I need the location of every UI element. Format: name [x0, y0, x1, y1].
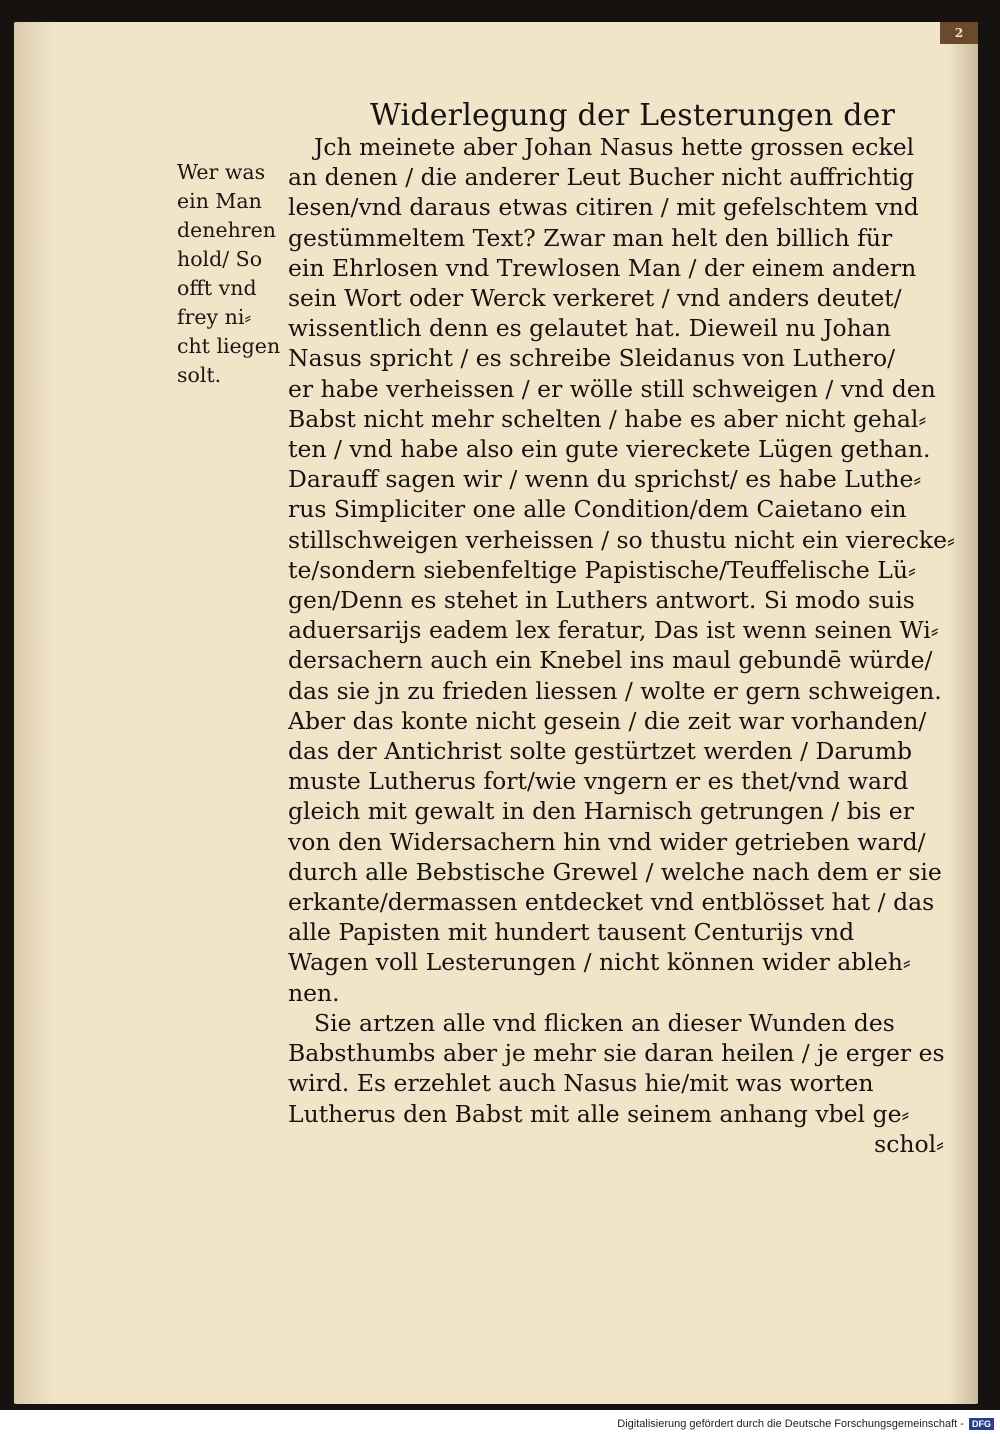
body-line: rus Simpliciter one alle Condition/dem Caietano ein	[288, 495, 907, 524]
body-line: von den Widersachern hin vnd wider getrieben ward/	[288, 827, 926, 856]
body-line: Darauff sagen wir / wenn du sprichst/ es habe Luthe⸗	[288, 465, 922, 494]
body-line: lesen/vnd daraus etwas citiren / mit gefelschtem vnd	[288, 193, 919, 222]
body-line: Wagen voll Lesterungen / nicht können wider ableh⸗	[288, 948, 911, 977]
footer-credit-text: Digitalisierung gefördert durch die Deutsche Forschungsgemeinschaft -	[617, 1417, 964, 1430]
body-line: gen/Denn es stehet in Luthers antwort. Si modo suis	[288, 586, 915, 615]
body-text	[288, 132, 955, 1159]
marginal-note-line: cht liegen	[177, 334, 281, 358]
body-line: er habe verheissen / er wölle still schweigen / vnd den	[288, 374, 936, 403]
body-line: Babsthumbs aber je mehr sie daran heilen / je erger es	[288, 1039, 945, 1068]
body-line: wissentlich denn es gelautet hat. Dieweil nu Johan	[288, 314, 891, 343]
body-line: wird. Es erzehlet auch Nasus hie/mit was worten	[288, 1069, 874, 1098]
body-line: gleich mit gewalt in den Harnisch getrungen / bis er	[288, 797, 914, 826]
marginal-note-line: Wer was	[177, 160, 266, 184]
catchword: schol⸗	[874, 1129, 944, 1158]
body-line: erkante/dermassen entdecket vnd entblösset hat / das	[288, 888, 935, 917]
body-line: ten / vnd habe also ein gute viereckete Lügen gethan.	[288, 435, 931, 464]
body-line: aduersarijs eadem lex feratur, Das ist wenn seinen Wi⸗	[288, 616, 939, 645]
body-line: alle Papisten mit hundert tausent Centurijs vnd	[288, 918, 855, 947]
body-line: te/sondern siebenfeltige Papistische/Teuffelische Lü⸗	[288, 555, 916, 584]
body-line: nen.	[288, 978, 340, 1007]
body-line: stillschweigen verheissen / so thustu nicht ein vierecke⸗	[288, 525, 955, 554]
body-line: Aber das konte nicht gesein / die zeit war vorhanden/	[288, 706, 927, 735]
body-line: das der Antichrist solte gestürtzet werden / Darumb	[288, 737, 913, 766]
marginal-note-line: frey ni⸗	[177, 305, 252, 329]
body-line: Babst nicht mehr schelten / habe es aber nicht gehal⸗	[288, 404, 927, 433]
marginal-note-line: offt vnd	[177, 276, 257, 300]
running-head: Widerlegung der Lesterungen der	[370, 98, 896, 133]
marginal-note-line: ein Man	[177, 189, 262, 213]
body-line: sein Wort oder Werck verkeret / vnd anders deutet/	[288, 284, 902, 313]
digitization-footer	[617, 1418, 994, 1430]
body-line: Sie artzen alle vnd flicken an dieser Wunden des	[314, 1008, 895, 1037]
body-line: ein Ehrlosen vnd Trewlosen Man / der einem andern	[288, 253, 917, 282]
body-line: Lutherus den Babst mit alle seinem anhang vbel ge⸗	[288, 1099, 910, 1128]
body-line: Jch meinete aber Johan Nasus hette grossen eckel	[314, 133, 915, 161]
body-line: dersachern auch ein Knebel ins maul gebundē würde/	[288, 646, 933, 675]
marginal-note-line: solt.	[177, 363, 222, 387]
marginal-note-line: hold/ So	[177, 247, 263, 271]
body-line: durch alle Bebstische Grewel / welche nach dem er sie	[288, 857, 942, 886]
body-line: muste Lutherus fort/wie vngern er es thet/vnd ward	[288, 767, 909, 796]
body-line: an denen / die anderer Leut Bucher nicht auffrichtig	[288, 163, 915, 192]
body-line: Nasus spricht / es schreibe Sleidanus von Luthero/	[288, 344, 896, 373]
marginal-note	[177, 158, 281, 390]
body-line: gestümmeltem Text? Zwar man helt den billich für	[288, 223, 893, 252]
page-corner-mark: 2	[940, 22, 978, 44]
marginal-note-line: denehren	[177, 218, 276, 242]
body-line: das sie jn zu frieden liessen / wolte er gern schweigen.	[288, 676, 942, 705]
dfg-logo: DFG	[969, 1418, 994, 1430]
